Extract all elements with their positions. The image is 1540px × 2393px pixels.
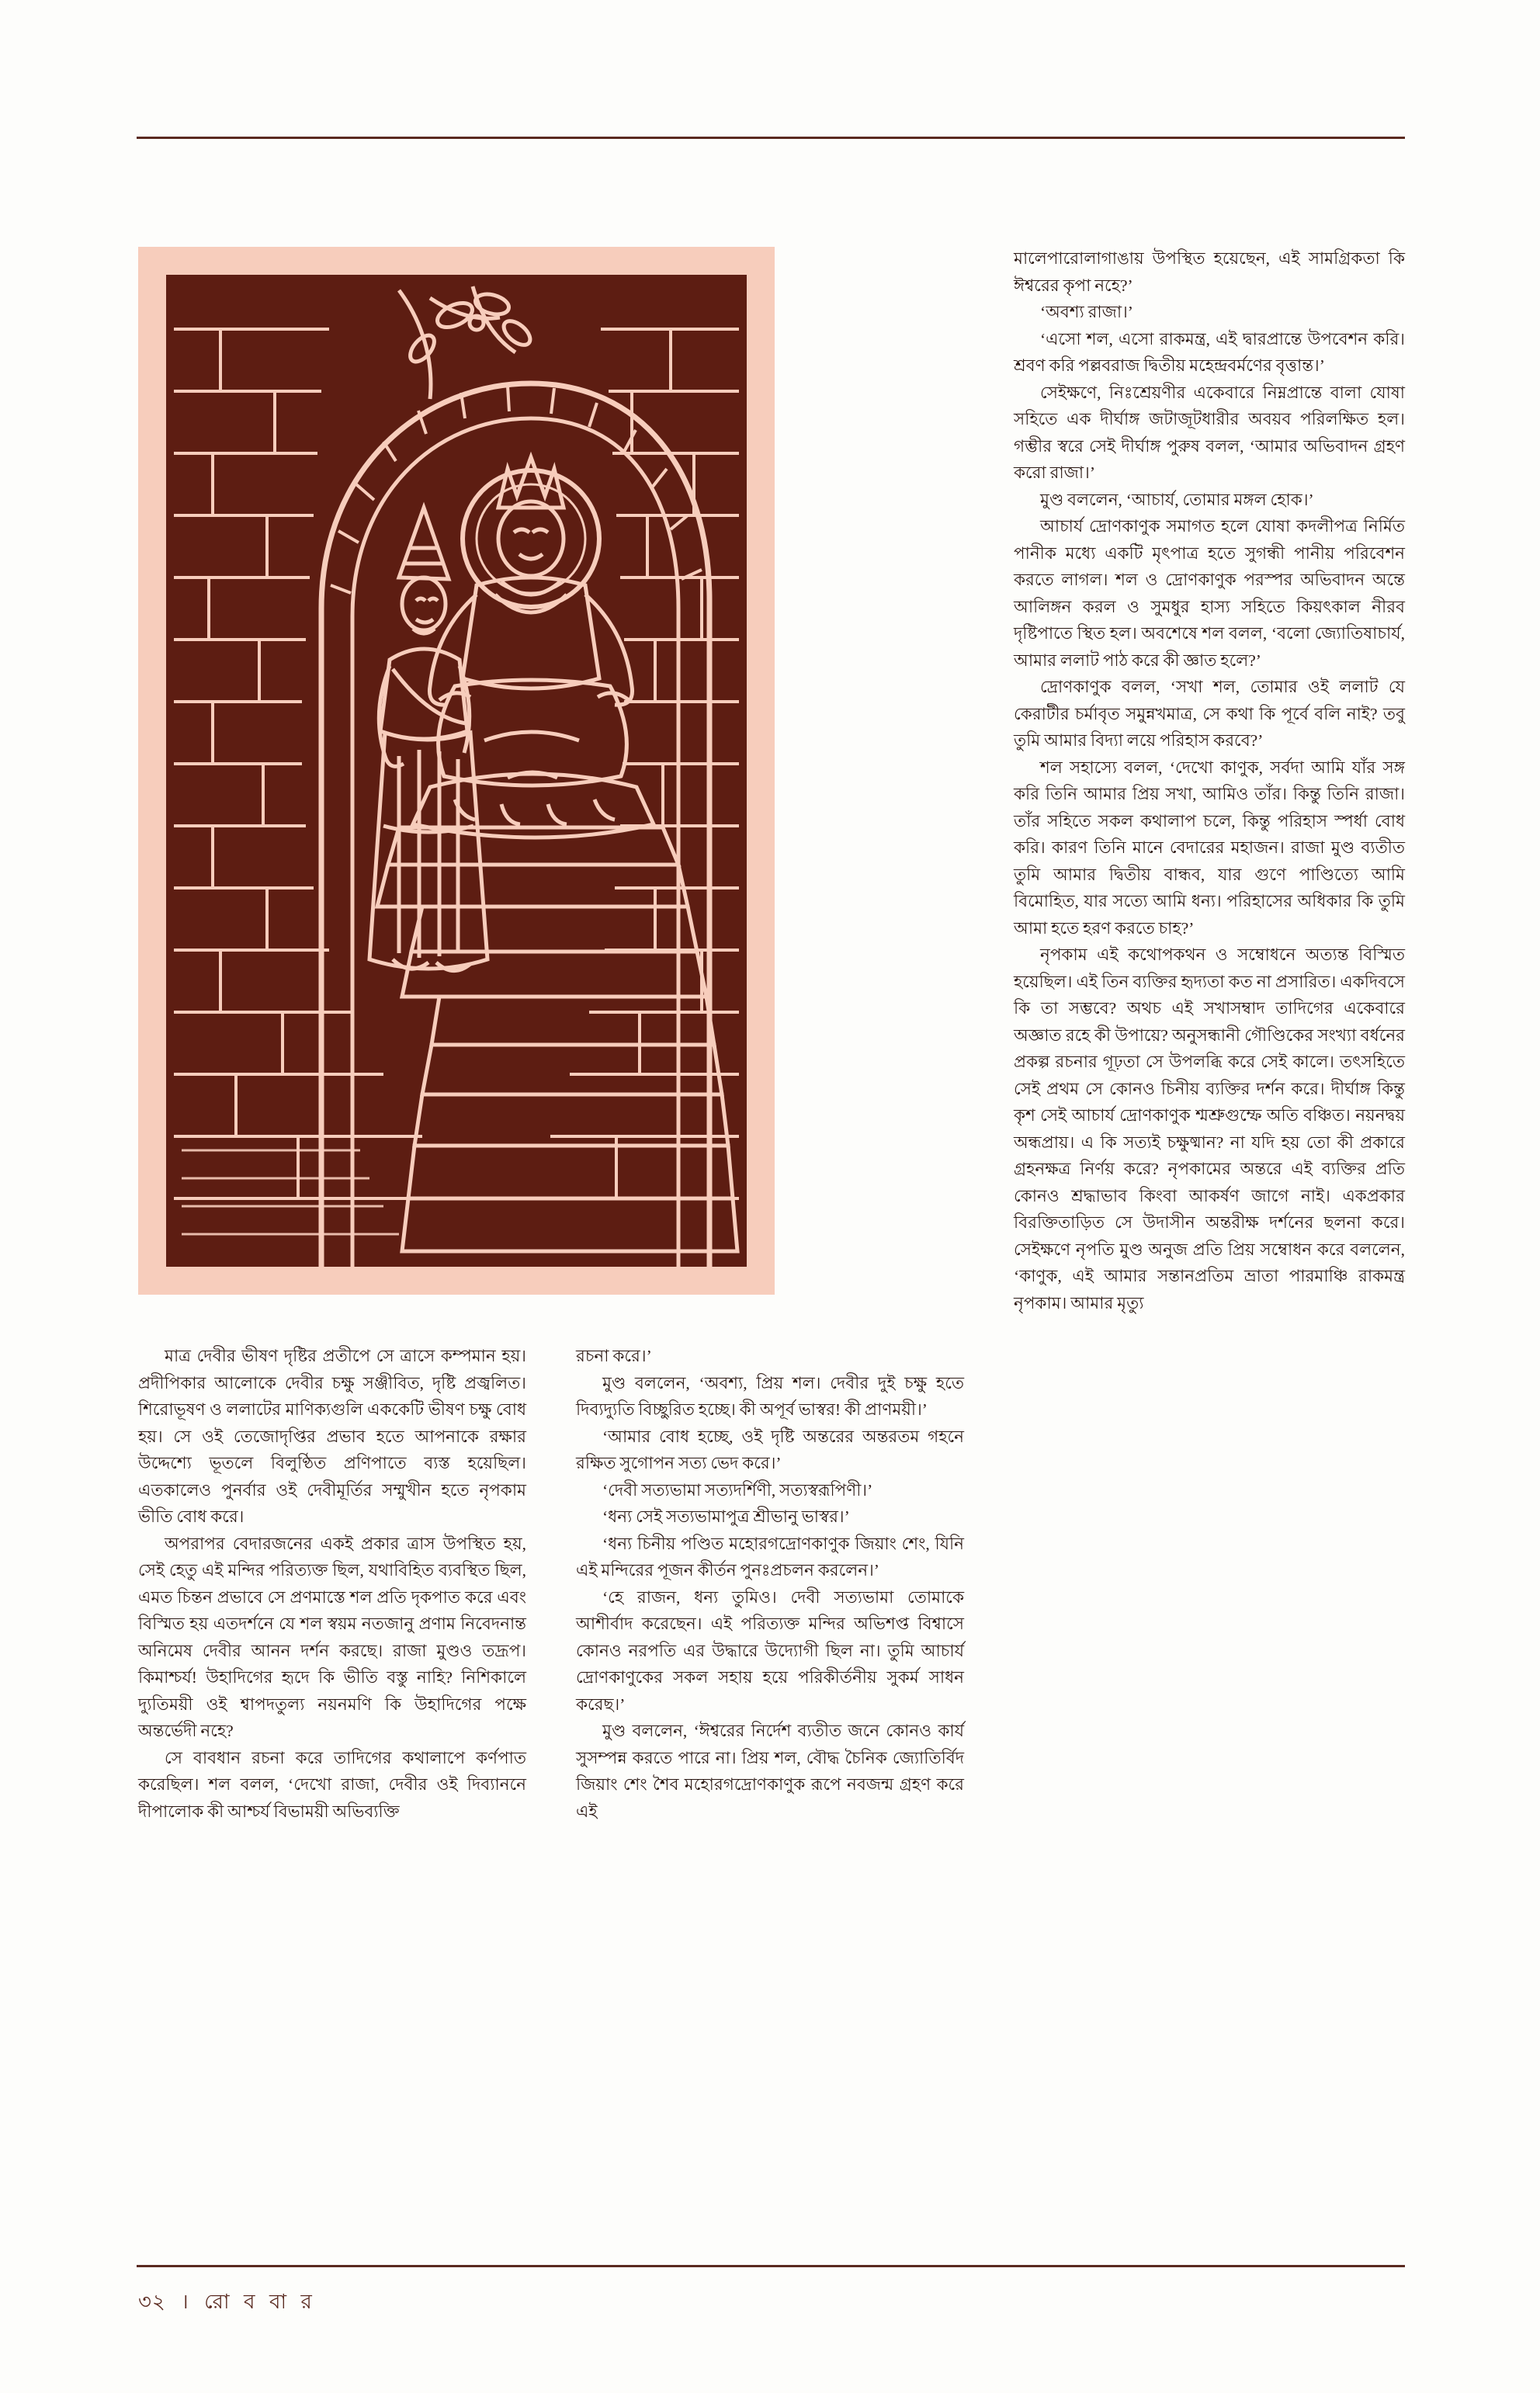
paragraph: রচনা করে।’ (576, 1347, 652, 1365)
paragraph: মুণ্ড বললেন, ‘অবশ্য, প্রিয় শল। দেবীর দুই চক্ষু হতে দিব্যদ্যুতি বিচ্ছুরিত হচ্ছে। কী অপূর্ব ভাস্বর! কী প্রাণময়ী।’ (576, 1373, 964, 1419)
paragraph: ‘এসো শল, এসো রাকমন্ত্র, এই দ্বারপ্রান্তে উপবেশন করি। শ্রবণ করি পল্লবরাজ দ্বিতীয় মহেন্দ্রবর্মণের বৃত্তান্ত।’ (1014, 329, 1405, 375)
paragraph: মুণ্ড বললেন, ‘আচার্য, তোমার মঙ্গল হোক।’ (1040, 490, 1314, 509)
paragraph: সেইক্ষণে, নিঃশ্রেয়ণীর একেবারে নিম্নপ্রান্তে বালা যোষা সহিতে এক দীর্ঘাঙ্গ জটাজূটধারীর অবয়ব পরিলক্ষিত হল। গম্ভীর স্বরে সেই দীর্ঘাঙ্গ পুরুষ বলল, ‘আমার অভিবাদন গ্রহণ করো রাজা।’ (1014, 383, 1405, 482)
page-number: ৩২ (138, 2291, 166, 2313)
header-rule (137, 137, 1405, 139)
footer-rule (137, 2265, 1405, 2267)
illustration-frame (138, 247, 775, 1295)
paragraph: ‘হে রাজন, ধন্য তুমিও। দেবী সত্যভামা তোমাকে আশীর্বাদ করেছেন। এই পরিত্যক্ত মন্দির অভিশপ্ত বিশ্বাসে কোনও নরপতি এর উদ্ধারে উদ্যোগী ছিল না। তুমি আচার্য দ্রোণকাণুকের সকল সহায় হয়ে পরিকীর্তনীয় সুকর্ম সাধন করেছ।’ (576, 1587, 964, 1714)
footer-separator: । (181, 2291, 189, 2313)
paragraph: মালেপারোলাগাঙায় উপস্থিত হয়েছেন, এই সামগ্রিকতা কি ঈশ্বরের কৃপা নহে?’ (1014, 249, 1405, 295)
magazine-name: রো ব বা র (204, 2291, 317, 2313)
paragraph: মুণ্ড বললেন, ‘ঈশ্বরের নির্দেশ ব্যতীত জনে কোনও কার্য সুসম্পন্ন করতে পারে না। প্রিয় শল, বৌদ্ধ চৈনিক জ্যোতির্বিদ জিয়াং শেং শৈব মহোরগদ্রোণকাণুক রূপে নবজন্ম গ্রহণ করে এই (576, 1722, 964, 1821)
body-column-right (1014, 245, 1405, 2232)
paragraph: ‘ধন্য চিনীয় পণ্ডিত মহোরগদ্রোণকাণুক জিয়াং শেং, যিনি এই মন্দিরের পূজন কীর্তন পুনঃপ্রচলন করলেন।’ (576, 1534, 964, 1580)
body-column-left (138, 1343, 526, 2235)
paragraph: ‘আমার বোধ হচ্ছে, ওই দৃষ্টি অন্তরের অন্তরতম গহনে রক্ষিত সুগোপন সত্য ভেদ করে।’ (576, 1427, 964, 1472)
paragraph: ‘অবশ্য রাজা।’ (1040, 303, 1133, 321)
illustration-artwork (166, 275, 747, 1267)
paragraph: আচার্য দ্রোণকাণুক সমাগত হলে যোষা কদলীপত্র নির্মিত পানীক মধ্যে একটি মৃৎপাত্র হতে সুগন্ধী পানীয় পরিবেশন করতে লাগল। শল ও দ্রোণকাণুক পরস্পর অভিবাদন অন্তে আলিঙ্গন করল ও সুমধুর হাস্য সহিতে কিয়ৎকাল নীরব দৃষ্টিপাতে স্থিত হল। অবশেষে শল বলল, ‘বলো জ্যোতিষাচার্য, আমার ললাট পাঠ করে কী জ্ঞাত হলে?’ (1014, 517, 1405, 670)
page-footer (138, 2286, 317, 2320)
paragraph: শল সহাস্যে বলল, ‘দেখো কাণুক, সর্বদা আমি যাঁর সঙ্গ করি তিনি আমার প্রিয় সখা, আমিও তাঁর। কিন্তু তিনি রাজা। তাঁর সহিতে সকল কথালাপ চলে, কিন্তু পরিহাস স্পর্ধা বোধ করি। কারণ তিনি মানে বেদারের মহাজন। রাজা মুণ্ড ব্যতীত তুমি আমার দ্বিতীয় বান্ধব, যার গুণে পাণ্ডিত্যে আমি বিমোহিত, যার সত্যে আমি ধন্য। পরিহাসের অধিকার কি তুমি আমা হতে হরণ করতে চাহ?’ (1014, 758, 1405, 938)
body-column-middle (576, 1343, 964, 2235)
paragraph: ‘দেবী সত্যভামা সত্যদর্শিণী, সত্যস্বরূপিণী।’ (602, 1480, 873, 1500)
paragraph: অপরাপর বেদারজনের একই প্রকার ত্রাস উপস্থিত হয়, সেই হেতু এই মন্দির পরিত্যক্ত ছিল, যথাবিহিত ব্যবস্থিত ছিল, এমত চিন্তন প্রভাবে সে প্রণমাস্তে শল প্রতি দৃকপাত করে এবং বিস্মিত হয় এতদর্শনে যে শল স্বয়ম নতজানু প্রণাম নিবেদনান্ত অনিমেষ দেবীর আনন দর্শন করছে। রাজা মুণ্ডও তদ্রূপ। কিমাশ্চর্য! উহাদিগের হৃদে কি ভীতি বস্তু নাহি? নিশিকালে দ্যুতিময়ী ওই শ্বাপদতুল্য নয়নমণি কি উহাদিগের পক্ষে অন্তর্ভেদী নহে? (138, 1534, 526, 1740)
paragraph: ‘ধন্য সেই সত্যভামাপুত্র শ্রীভানু ভাস্বর।’ (602, 1507, 850, 1526)
paragraph: দ্রোণকাণুক বলল, ‘সখা শল, তোমার ওই ললাট যে কেরাটীর চর্মাবৃত সমুন্নখমাত্র, সে কথা কি পূর্বে বলি নাই? তবু তুমি আমার বিদ্যা লয়ে পরিহাস করবে?’ (1014, 678, 1405, 750)
paragraph: নৃপকাম এই কথোপকথন ও সম্বোধনে অত্যন্ত বিস্মিত হয়েছিল। এই তিন ব্যক্তির হৃদ্যতা কত না প্রসারিত। একদিবসে কি তা সম্ভবে? অথচ এই সখাসম্বাদ তাদিগের একেবারে অজ্ঞাত রহে কী উপায়ে? অনুসন্ধানী গৌণ্ডিকের সংখ্যা বর্ধনের প্রকল্প রচনার গূঢ়তা সে উপলব্ধি করে সেই কালে। তৎসহিতে সেই প্রথম সে কোনও চিনীয় ব্যক্তির দর্শন করে। দীর্ঘাঙ্গ কিন্তু কৃশ সেই আচার্য দ্রোণকাণুক শ্মশ্রুগুম্ফে অতি বঞ্চিত। নয়নদ্বয় অন্ধপ্রায়। এ কি সত্যই চক্ষুষ্মান? না যদি হয় তো কী প্রকারে গ্রহনক্ষত্র নির্ণয় করে? নৃপকামের অন্তরে এই ব্যক্তির প্রতি কোনও শ্রদ্ধাভাব কিংবা আকর্ষণ জাগে নাই। একপ্রকার বিরক্তিতাড়িত সে উদাসীন অন্তরীক্ষ দর্শনের ছলনা করে। সেইক্ষণে নৃপতি মুণ্ড অনুজ প্রতি প্রিয় সম্বোধন করে বললেন, ‘কাণুক, এই আমার সন্তানপ্রতিম ভ্রাতা পারমাঞ্চি রাকমন্ত্র নৃপকাম। আমার মৃত্যু (1014, 945, 1405, 1313)
paragraph: সে বাবধান রচনা করে তাদিগের কথালাপে কর্ণপাত করেছিল। শল বলল, ‘দেখো রাজা, দেবীর ওই দিব্যাননে দীপালোক কী আশ্চর্য বিভাময়ী অভিব্যক্তি (138, 1748, 526, 1821)
paragraph: মাত্র দেবীর ভীষণ দৃষ্টির প্রতীপে সে ত্রাসে কম্পমান হয়। প্রদীপিকার আলোকে দেবীর চক্ষু সঞ্জীবিত, দৃষ্টি প্রজ্বলিত। শিরোভূষণ ও ললাটের মাণিক্যগুলি এককেটি ভীষণ চক্ষু বোধ হয়। সে ওই তেজোদৃপ্তির প্রভাব হতে আপনাকে রক্ষার উদ্দেশ্যে ভূতলে বিলুণ্ঠিত প্রণিপাতে ব্যস্ত হয়েছিল। এতকালেও পুনর্বার ওই দেবীমূর্তির সম্মুখীন হতে নৃপকাম ভীতি বোধ করে। (138, 1347, 526, 1526)
